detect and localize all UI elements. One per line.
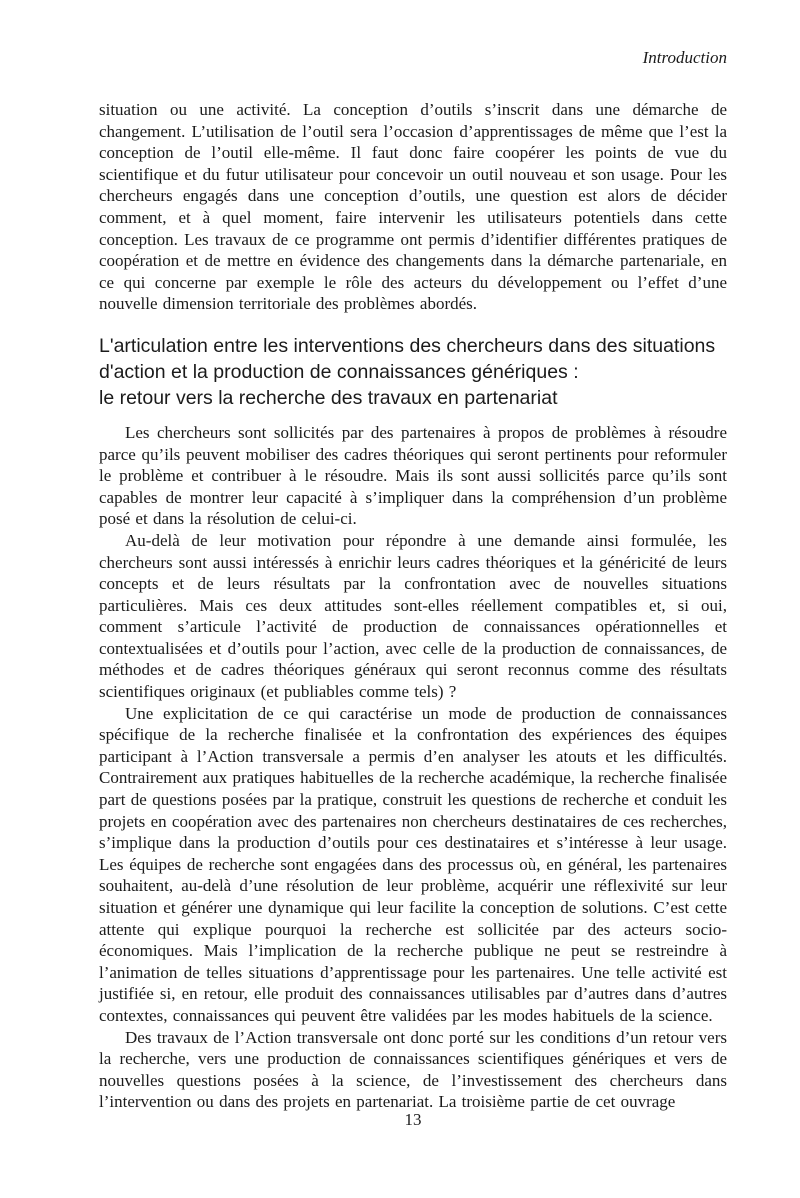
- body-paragraph: Des travaux de l’Action transversale ont donc porté sur les conditions d’un retour vers la recherche, vers une production de connaissances scientifiques génériques et vers de nouvelles questions posées à la science, de l’investissement des chercheurs dans l’intervention ou dans des projets en partenariat. La troisième partie de cet ouvrage: [99, 1027, 727, 1112]
- section-heading-line-1: L'articulation entre les interventions des chercheurs dans des situations: [99, 334, 716, 357]
- section-heading-line-2: d'action et la production de connaissances génériques :: [99, 360, 579, 383]
- body-paragraph: Au-delà de leur motivation pour répondre à une demande ainsi formulée, les chercheurs sont aussi intéressés à enrichir leurs cadres théoriques et la généricité de leurs concepts et de leurs résultats par la confrontation avec de nouvelles situations particulières. Mais ces deux attitudes sont-elles réellement compatibles et, si oui, comment s’articule l’activité de production de connaissances opérationnelles et contextualisées et d’outils pour l’action, avec celle de la production de connaissances, de méthodes et de cadres théoriques généraux qui seront reconnus comme des résultats scientifiques originaux (et publiables comme tels) ?: [99, 530, 727, 702]
- running-head: Introduction: [642, 48, 727, 67]
- text-column: [99, 99, 727, 1113]
- body-paragraph: Les chercheurs sont sollicités par des partenaires à propos de problèmes à résoudre parce qu’ils peuvent mobiliser des cadres théoriques qui seront pertinents pour reformuler le problème et contribuer à le résoudre. Mais ils sont aussi sollicités parce qu’ils sont capables de montrer leur capacité à s’impliquer dans la compréhension d’un problème posé et dans la résolution de celui-ci.: [99, 422, 727, 529]
- body-paragraph-continuation: situation ou une activité. La conception d’outils s’inscrit dans une démarche de changement. L’utilisation de l’outil sera l’occasion d’apprentissages de même que l’est la conception de l’outil elle-même. Il faut donc faire coopérer les points de vue du scientifique et du futur utilisateur pour concevoir un outil nouveau et son usage. Pour les chercheurs engagés dans une conception d’outils, une question est alors de décider comment, et à quel moment, faire intervenir les utilisateurs potentiels dans cette conception. Les travaux de ce programme ont permis d’identifier différentes pratiques de coopération et de mettre en évidence des changements dans la démarche partenariale, en ce qui concerne par exemple le rôle des acteurs du développement ou l’effet d’une nouvelle dimension territoriale des problèmes abordés.: [99, 100, 727, 314]
- body-paragraph: Une explicitation de ce qui caractérise un mode de production de connaissances spécifique de la recherche finalisée et la confrontation des expériences des équipes participant à l’Action transversale a permis d’en analyser les atouts et les difficultés. Contrairement aux pratiques habituelles de la recherche académique, la recherche finalisée part de questions posées par la pratique, construit les questions de recherche et conduit les projets en coopération avec des partenaires non chercheurs destinataires de ces recherches, s’implique dans la production d’outils pour ces destinataires et s’intéresse à leur usage. Les équipes de recherche sont engagées dans des processus où, en général, les partenaires souhaitent, au-delà d’une résolution de leur problème, acquérir une réflexivité sur leur situation et générer une dynamique qui leur facilite la conception de solutions. C’est cette attente qui explique pourquoi la recherche est sollicitée par des acteurs socio-économiques. Mais l’implication de la recherche publique ne peut se restreindre à l’animation de telles situations d’apprentissage pour les partenaires. Une telle activité est justifiée si, en retour, elle produit des connaissances utilisables par d’autres dans d’autres contextes, connaissances qui peuvent être validées par les modes habituels de la science.: [99, 703, 727, 1025]
- section-heading-line-3: le retour vers la recherche des travaux en partenariat: [99, 386, 558, 409]
- section-heading: [99, 333, 727, 411]
- page-number: 13: [404, 1110, 422, 1129]
